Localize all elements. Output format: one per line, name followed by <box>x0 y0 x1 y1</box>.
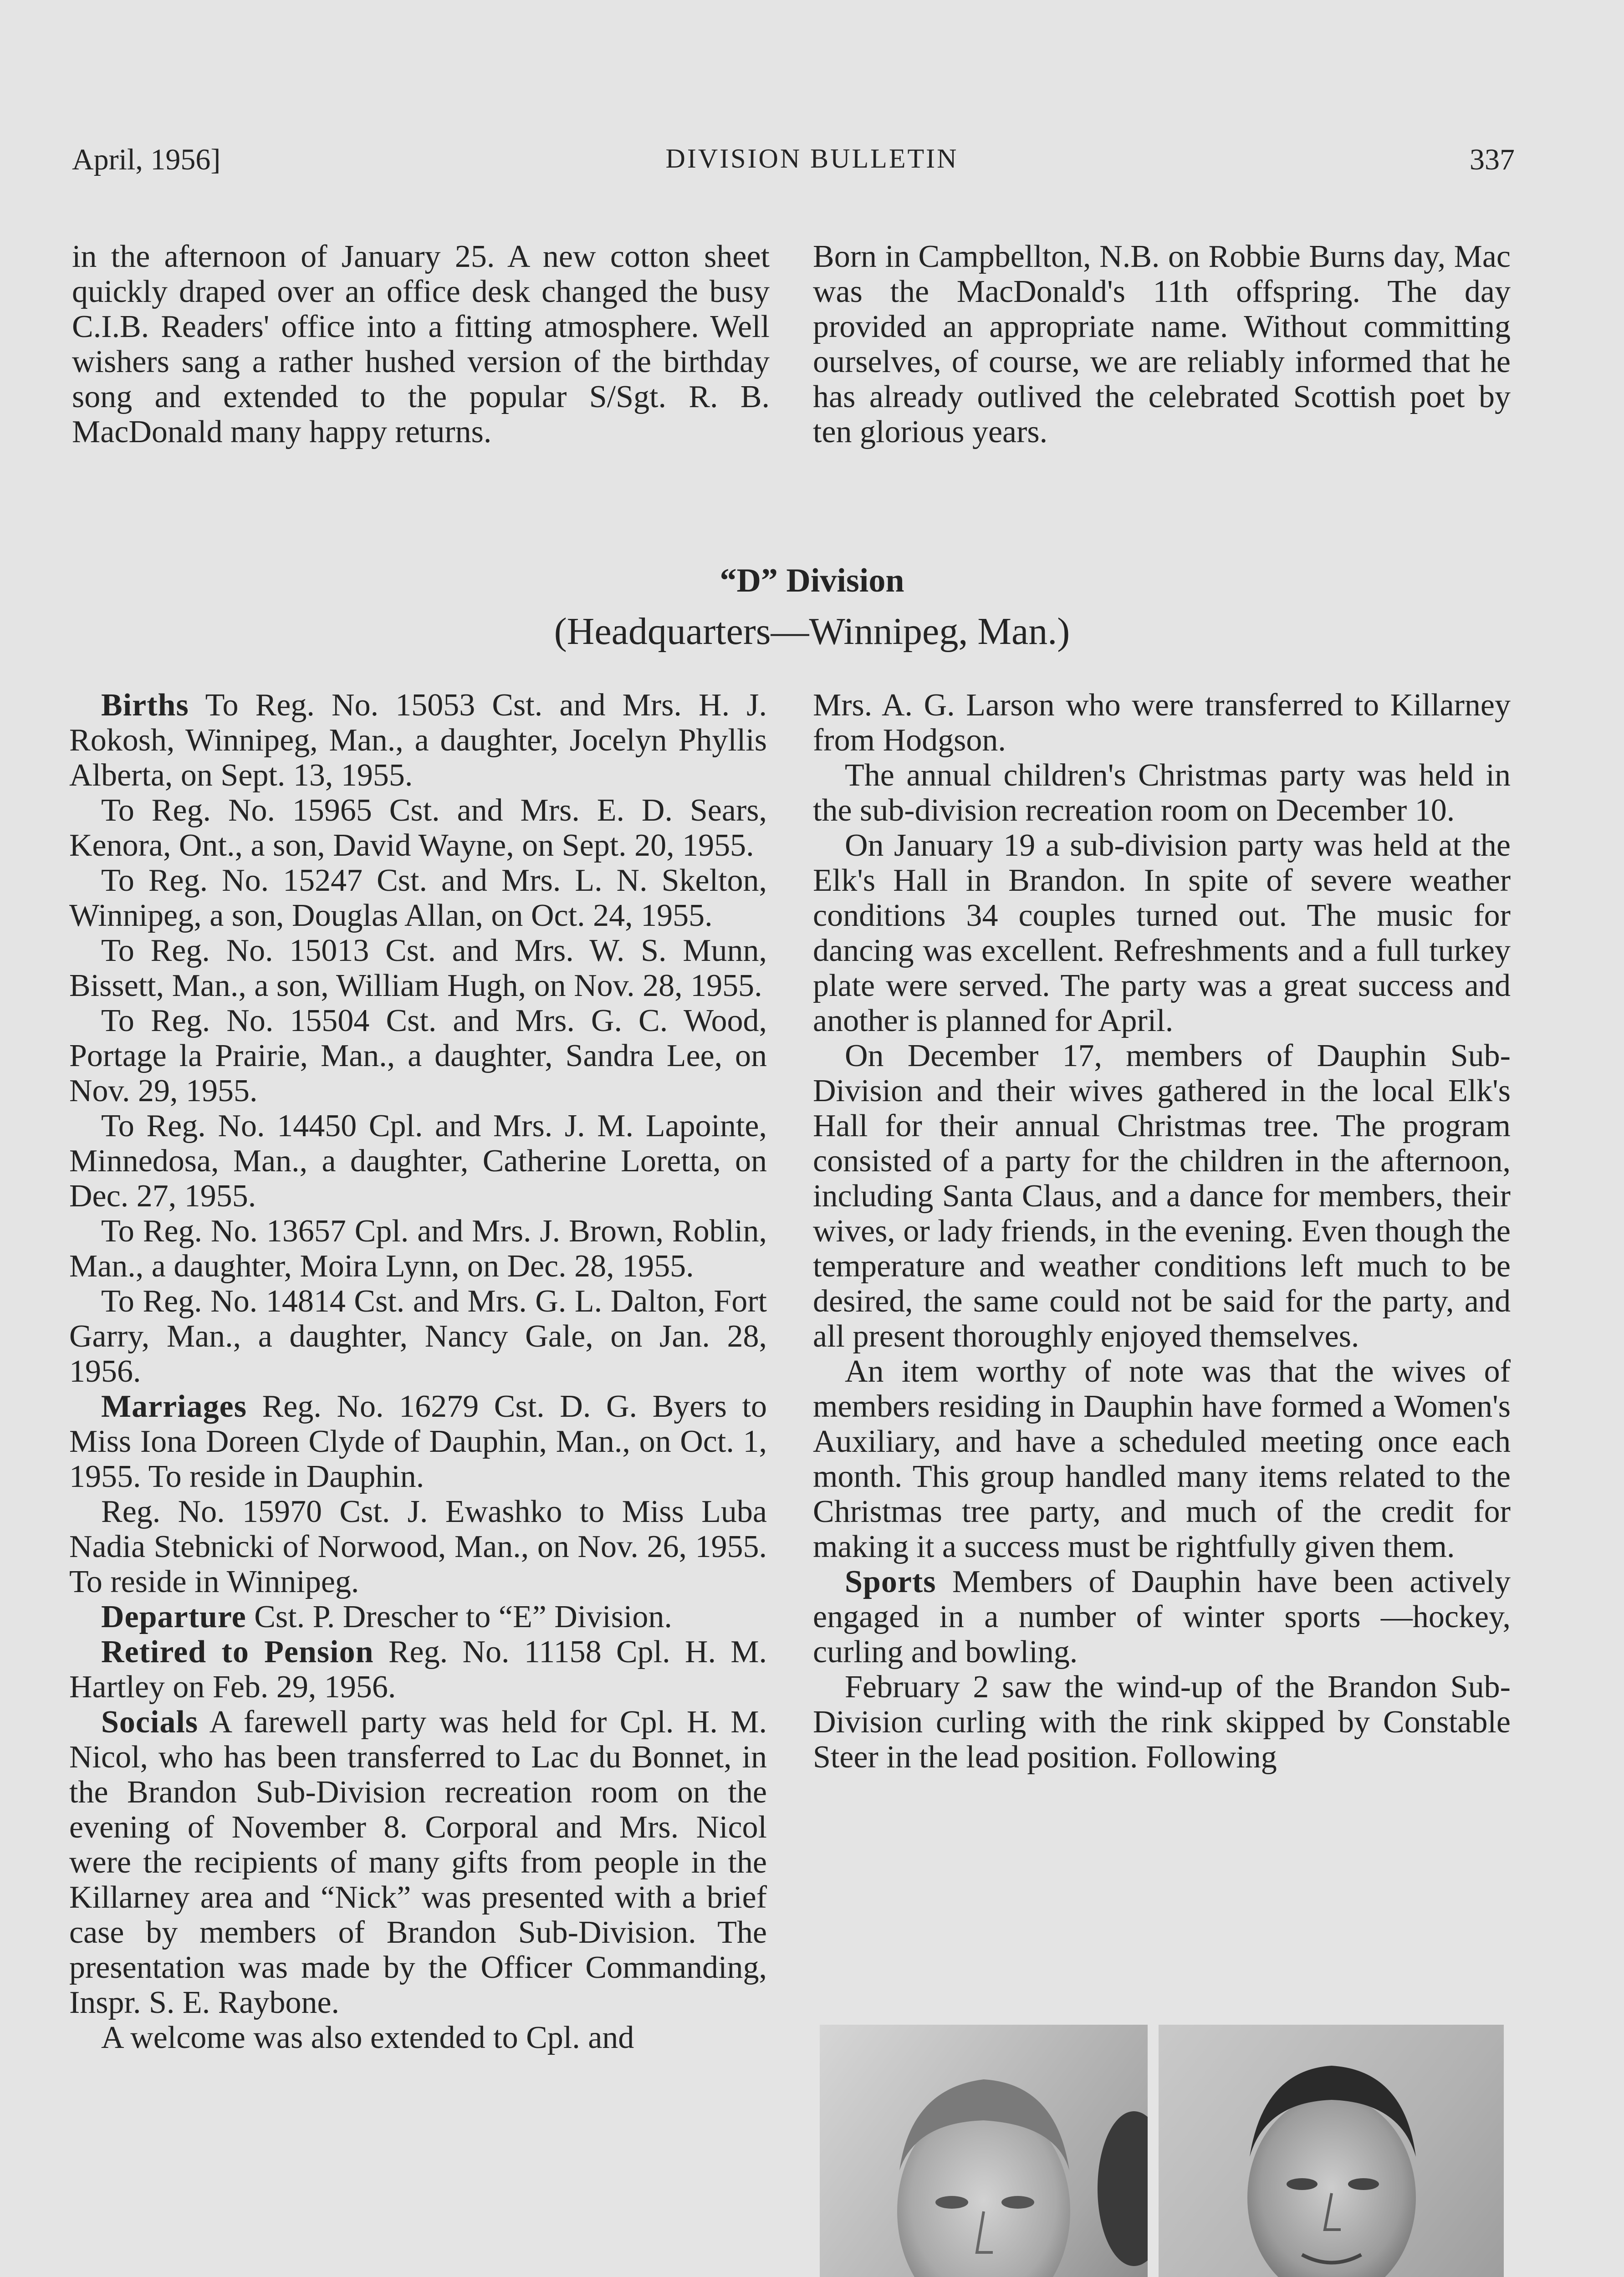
auxiliary-paragraph: An item worthy of note was that the wives of members residing in Dauphin have formed a Women's Auxiliary, and have a scheduled meeting once each month. This group handled many items related to the Christmas tree party, and much of the credit for making it a success must be rightfully given them. <box>813 1354 1511 1564</box>
intro-left-paragraph: in the afternoon of January 25. A new cotton sheet quickly draped over an office desk changed the busy C.I.B. Readers' office into a fitting atmosphere. Well wishers sang a rather hushed version of the birthday song and extended to the popular S/Sgt. R. B. MacDonald many happy returns. <box>72 239 770 449</box>
welcome-paragraph: A welcome was also extended to Cpl. and <box>101 2020 634 2055</box>
brandon-party-paragraph: On January 19 a sub-division party was held at the Elk's Hall in Brandon. In spite of severe weather conditions 34 couples turned out. The music for dancing was excellent. Refreshments and a full turkey plate were served. The party was a great success and another is planned for April. <box>813 828 1511 1038</box>
births-first-entry: To Reg. No. 15053 Cst. and Mrs. H. J. Rokosh, Winnipeg, Man., a daughter, Jocelyn Phyllis Alberta, on Sept. 13, 1955. <box>69 688 767 793</box>
curling-paragraph: February 2 saw the wind-up of the Brandon Sub-Division curling with the rink skipped by Constable Steer in the lead position. Following <box>813 1669 1511 1775</box>
portrait-thorpe-image <box>1159 2025 1504 2277</box>
birth-entry: To Reg. No. 14814 Cst. and Mrs. G. L. Dalton, Fort Garry, Man., a daughter, Nancy Gale, on Jan. 28, 1956. <box>69 1284 767 1389</box>
sports-text: Members of Dauphin have been actively engaged in a number of winter sports —hockey, curling and bowling. <box>813 1564 1511 1669</box>
retired-text: Reg. No. 11158 Cpl. H. M. Hartley on Feb. 29, 1956. <box>69 1634 767 1705</box>
birth-entry: To Reg. No. 13657 Cpl. and Mrs. J. Brown, Roblin, Man., a daughter, Moira Lynn, on Dec. 28, 1955. <box>69 1214 767 1284</box>
retired-label: Retired to Pension <box>101 1634 374 1669</box>
socials-paragraph <box>69 1705 767 2020</box>
marriages-label: Marriages <box>101 1389 247 1424</box>
larson-paragraph: Mrs. A. G. Larson who were transferred to Killarney from Hodgson. <box>813 688 1511 758</box>
intro-left-column <box>72 239 770 449</box>
birth-entry: To Reg. No. 15504 Cst. and Mrs. G. C. Wood, Portage la Prairie, Man., a daughter, Sandra Lee, on Nov. 29, 1955. <box>69 1003 767 1108</box>
birth-entry: To Reg. No. 14450 Cpl. and Mrs. J. M. Lapointe, Minnedosa, Man., a daughter, Catherine Loretta, on Dec. 27, 1955. <box>69 1108 767 1214</box>
dauphin-christmas-paragraph: On December 17, members of Dauphin Sub-Division and their wives gathered in the local Elk's Hall for their annual Christmas tree. The program consisted of a party for the children in the afternoon, including Santa Claus, and a dance for members, their wives, or lady friends, in the evening. Even though the temperature and weather conditions left much to be desired, the same could not be said for the party, and all present thoroughly enjoyed themselves. <box>813 1038 1511 1354</box>
header-title: DIVISION BULLETIN <box>665 143 959 174</box>
header-date: April, 1956] <box>72 143 221 176</box>
departure-label: Departure <box>101 1599 246 1634</box>
marriage-entry: Reg. No. 15970 Cst. J. Ewashko to Miss Luba Nadia Stebnicki of Norwood, Man., on Nov. 26, 1955. To reside in Winnipeg. <box>69 1494 767 1599</box>
portrait-lambie-photo <box>820 2025 1148 2277</box>
intro-right-column <box>813 239 1511 449</box>
main-left-column <box>69 688 767 2055</box>
sports-paragraph <box>813 1564 1511 1669</box>
sports-label: Sports <box>845 1564 936 1599</box>
births-label: Births <box>101 688 189 723</box>
socials-label: Socials <box>101 1705 199 1740</box>
page-number: 337 <box>1470 143 1515 176</box>
departure-paragraph <box>69 1599 767 1634</box>
division-title: “D” Division <box>720 562 904 599</box>
childrens-party-paragraph: The annual children's Christmas party was held in the sub-division recreation room on December 10. <box>813 758 1511 828</box>
main-right-column <box>813 688 1511 1775</box>
birth-entry: To Reg. No. 15013 Cst. and Mrs. W. S. Munn, Bissett, Man., a son, William Hugh, on Nov. 28, 1955. <box>69 933 767 1003</box>
portrait-thorpe-photo <box>1159 2025 1504 2277</box>
marriage-entry: Reg. No. 16279 Cst. D. G. Byers to Miss Iona Doreen Clyde of Dauphin, Man., on Oct. 1, 1955. To reside in Dauphin. <box>69 1389 767 1494</box>
portrait-lambie-image <box>820 2025 1148 2277</box>
socials-text: A farewell party was held for Cpl. H. M. Nicol, who has been transferred to Lac du Bonnet, in the Brandon Sub-Division recreation room on the evening of November 8. Corporal and Mrs. Nicol were the recipients of many gifts from people in the Killarney area and “Nick” was presented with a brief case by members of Brandon Sub-Division. The presentation was made by the Officer Commanding, Inspr. S. E. Raybone. <box>69 1705 767 2020</box>
departure-text: Cst. P. Drescher to “E” Division. <box>254 1599 672 1634</box>
marriages-paragraph <box>69 1389 767 1494</box>
birth-entry: To Reg. No. 15247 Cst. and Mrs. L. N. Skelton, Winnipeg, a son, Douglas Allan, on Oct. 24, 1955. <box>69 863 767 933</box>
retired-paragraph <box>69 1634 767 1705</box>
intro-right-paragraph: Born in Campbellton, N.B. on Robbie Burns day, Mac was the MacDonald's 11th offspring. The day provided an appropriate name. Without committing ourselves, of course, we are reliably informed that he has already outlived the celebrated Scottish poet by ten glorious years. <box>813 239 1511 449</box>
birth-entry: To Reg. No. 15965 Cst. and Mrs. E. D. Sears, Kenora, Ont., a son, David Wayne, on Sept. 20, 1955. <box>69 793 767 863</box>
division-subtitle: (Headquarters—Winnipeg, Man.) <box>554 610 1070 653</box>
births-paragraph <box>69 688 767 793</box>
